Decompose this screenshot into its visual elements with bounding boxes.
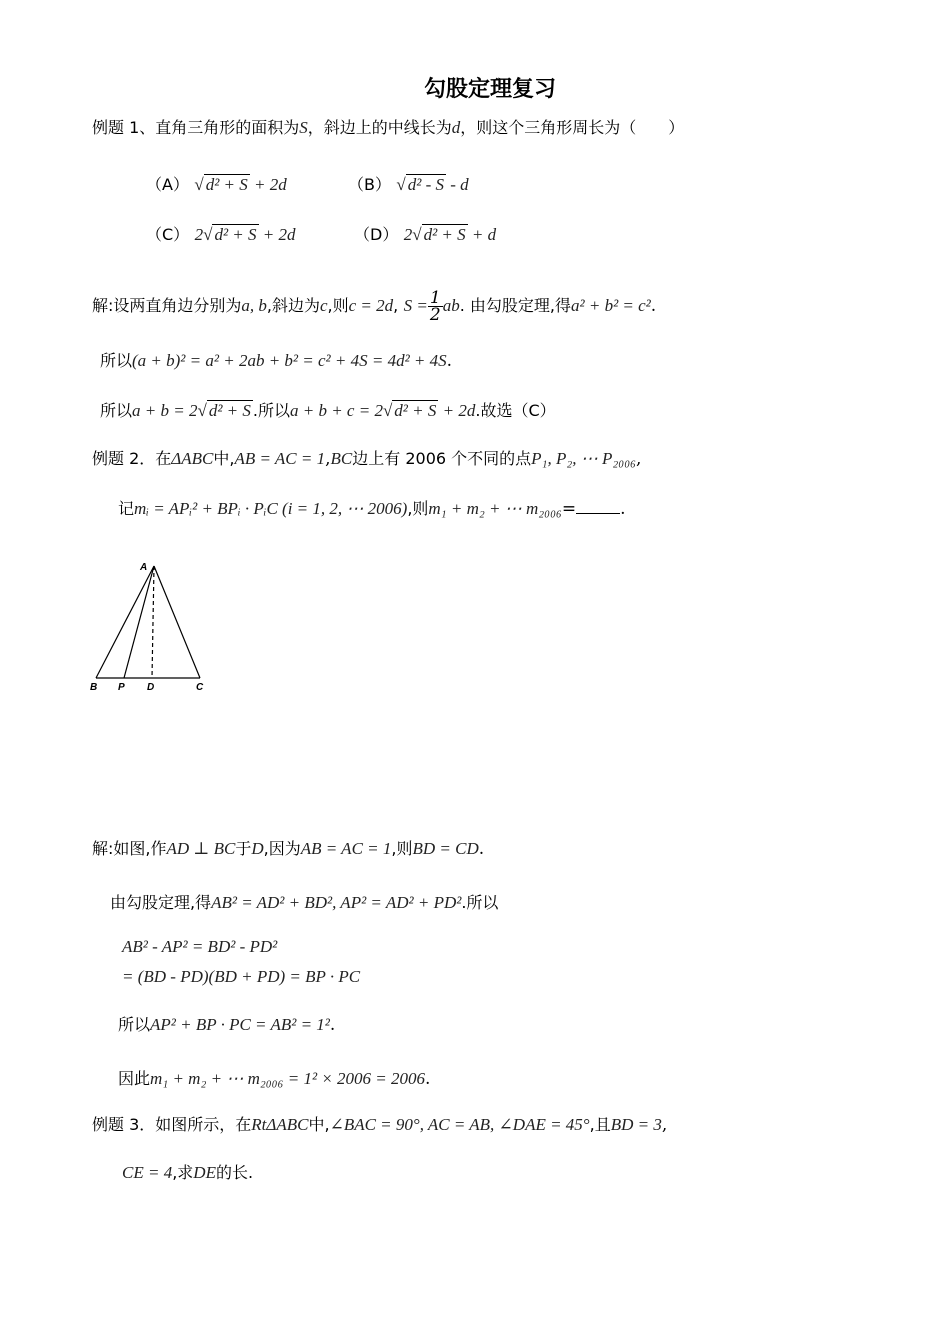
solution-2-line-6: 因此m₁ + m₂ + ⋯ m₂₀₀₆ = 1² × 2006 = 2006. xyxy=(118,1069,431,1089)
solution-2-line-4: = (BD - PD)(BD + PD) = BP · PC xyxy=(122,967,361,986)
solution-2-line-3: AB² - AP² = BD² - PD² xyxy=(122,937,278,956)
altitude-ad xyxy=(152,566,154,678)
side-ac xyxy=(154,566,200,678)
example-3-question: 例题 3．如图所示，在RtΔABC中,∠BAC = 90°, AC = AB, ∠DAE = 45°,且BD = 3, xyxy=(92,1115,668,1135)
solution-2-line-5: 所以AP² + BP · PC = AB² = 1². xyxy=(118,1015,336,1035)
label-b: B xyxy=(90,682,98,693)
solution-1-line-3: 所以a + b = 2√ d² + S .所以a + b + c = 2√ d² + S + 2d.故选（C） xyxy=(100,401,556,420)
label-p: P xyxy=(118,682,125,693)
triangle-figure xyxy=(86,558,216,698)
label-d: D xyxy=(147,682,155,693)
option-b: （B） √ d² - S - d xyxy=(348,175,469,194)
option-a: （A） √ d² + S + 2d xyxy=(146,175,287,194)
label-c: C xyxy=(196,682,204,693)
example-2-question-line-2: 记mᵢ = APᵢ² + BPᵢ · PᵢC (i = 1, 2, ⋯ 2006),则m₁ + m₂ + ⋯ m₂₀₀₆= . xyxy=(118,499,626,519)
example-1-question: 例题 1、直角三角形的面积为S，斜边上的中线长为d，则这个三角形周长为（ ） xyxy=(92,118,685,137)
answer-blank[interactable] xyxy=(576,497,620,514)
option-d: （D） 2√ d² + S + d xyxy=(354,225,497,244)
solution-2-line-1: 解:如图,作AD ⊥ BC于D,因为AB = AC = 1,则BD = CD. xyxy=(92,839,485,859)
segment-ap xyxy=(124,566,154,678)
solution-1-line-1: 解:设两直角边分别为a, b,斜边为c,则c = 2d, S = $\frac{1}{2}$ ab. 由勾股定理,得a² + b² = c². xyxy=(92,288,657,325)
example-3-question-line-2: CE = 4,求DE的长. xyxy=(122,1163,254,1182)
side-ab xyxy=(96,566,154,678)
option-c: （C） 2√ d² + S + 2d xyxy=(146,225,296,244)
label-a: A xyxy=(140,562,148,573)
page-title: 勾股定理复习 xyxy=(423,76,556,102)
solution-2-line-2: 由勾股定理,得AB² = AD² + BD², AP² = AD² + PD².所以 xyxy=(110,893,499,912)
example-2-question: 例题 2．在ΔABC中,AB = AC = 1,BC边上有 2006 个不同的点P₁, P₂, ⋯ P₂₀₀₆, xyxy=(92,449,642,469)
solution-1-line-2: 所以(a + b)² = a² + 2ab + b² = c² + 4S = 4d² + 4S. xyxy=(100,351,453,371)
fraction-one-half: $\frac{1}{2}$ xyxy=(429,288,441,325)
